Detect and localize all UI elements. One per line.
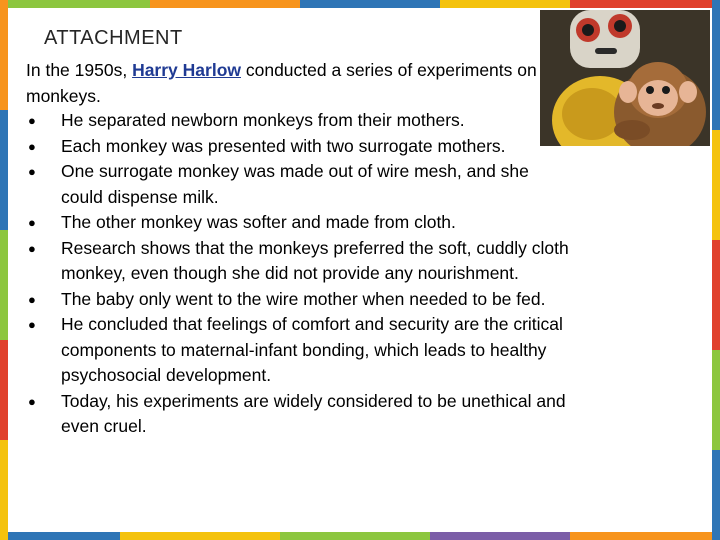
bullet-text: He concluded that feelings of comfort and security are the critical components to maternal-infant bonding, which leads to healthy psychosocial development.	[61, 314, 563, 385]
bullet-item	[26, 134, 574, 160]
bullet-text: Today, his experiments are widely considered to be unethical and even cruel.	[61, 390, 566, 436]
bullet-dot: ●	[28, 113, 36, 128]
intro-text-before: In the 1950s,	[26, 60, 133, 80]
slide-title: ATTACHMENT	[44, 27, 183, 49]
bullet-item	[26, 236, 574, 287]
bullet-item	[26, 312, 574, 389]
border-segment	[0, 532, 120, 540]
bullet-text: One surrogate monkey was made out of wire mesh, and she could dispense milk.	[61, 161, 529, 207]
border-segment	[300, 0, 440, 8]
border-segment	[120, 532, 280, 540]
border-segment	[0, 0, 8, 110]
border-segment	[712, 450, 720, 540]
border-segment	[712, 350, 720, 450]
bullet-text: The other monkey was softer and made from cloth.	[61, 212, 456, 232]
border-segment	[570, 532, 720, 540]
bullet-item	[26, 210, 574, 236]
bullet-text: The baby only went to the wire mother when needed to be fed.	[61, 288, 546, 309]
border-segment	[0, 110, 8, 230]
bullet-dot: ●	[28, 291, 36, 307]
border-segment	[570, 0, 720, 8]
bullet-text: He separated newborn monkeys from their mothers.	[61, 110, 465, 130]
border-segment	[430, 532, 570, 540]
bullet-dot: ●	[28, 164, 36, 179]
bullet-list	[26, 108, 574, 440]
bullet-item	[26, 159, 574, 210]
border-segment	[280, 532, 430, 540]
bullet-dot: ●	[28, 317, 36, 332]
intro-paragraph	[26, 58, 546, 109]
bullet-item	[26, 108, 574, 134]
bullet-dot: ●	[28, 240, 36, 256]
border-segment	[712, 130, 720, 240]
border-segment	[0, 340, 8, 440]
border-segment	[712, 0, 720, 130]
bullet-dot: ●	[28, 215, 36, 230]
harry-harlow-link[interactable]: Harry Harlow	[132, 60, 241, 80]
border-segment	[0, 440, 8, 540]
border-segment	[0, 0, 150, 8]
bullet-item	[26, 287, 574, 313]
bullet-dot: ●	[28, 393, 36, 409]
bullet-text: Each monkey was presented with two surrogate mothers.	[61, 135, 506, 156]
border-segment	[712, 240, 720, 350]
bullet-dot: ●	[28, 138, 36, 154]
bullet-item	[26, 389, 574, 440]
border-segment	[150, 0, 300, 8]
bullet-text: Research shows that the monkeys preferred the soft, cuddly cloth monkey, even though she did not provide any nourishment.	[61, 237, 569, 283]
intro-text-after: conducted a series of experiments on monkeys.	[26, 60, 537, 106]
border-segment	[0, 230, 8, 340]
border-segment	[440, 0, 570, 8]
